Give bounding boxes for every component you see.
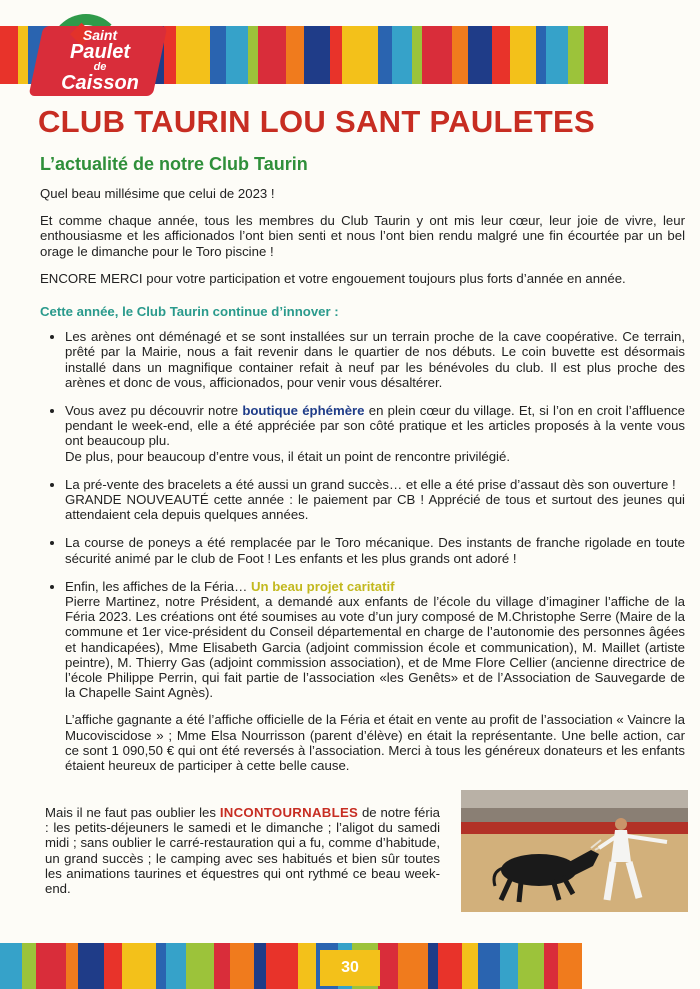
list-item-text: Les arènes ont déménagé et se sont installées sur un terrain proche de la cave coopérative. Ce terrain, prêté par la Mairie, nous a fait revenir dans le quartier de nos débuts. Le coin buvette est désormais installé dans un magnifique container refait à neuf par les bénévoles du club. Il est plus proche des arènes et donc de vous, afficionados, pour venir vous désaltérer.: [65, 329, 685, 390]
color-stripe: [258, 26, 286, 84]
article-body: [40, 186, 685, 786]
color-stripe: [510, 26, 536, 84]
logo-line-2: Paulet: [69, 41, 131, 63]
page-subtitle: L’actualité de notre Club Taurin: [40, 154, 308, 174]
intro-paragraph-1: Quel beau millésime que celui de 2023 !: [40, 186, 275, 201]
color-stripe: [568, 26, 584, 84]
color-stripe: [428, 943, 438, 989]
color-stripe: [398, 943, 428, 989]
list-item-text: L’affiche gagnante a été l’affiche officielle de la Féria et était en vente au profit de l’association « Vaincre la Mucoviscidose » ; Mme Elsa Nourrisson (parent d’élève) en était la représentante. Une belle action, car ce sont 1 090,50 € qui ont été reversés à l’association. Merci à tous les généreux donateurs et les enfants étaient heureux de participer à cette belle cause.: [65, 712, 685, 774]
color-stripe: [298, 943, 316, 989]
color-stripe: [156, 943, 166, 989]
color-stripe: [0, 943, 22, 989]
color-stripe: [286, 26, 304, 84]
color-stripe: [452, 26, 468, 84]
color-stripe: [412, 26, 422, 84]
page-number: 30: [341, 959, 359, 976]
list-item-text: Enfin, les affiches de la Féria…: [65, 578, 251, 594]
color-stripe: [226, 26, 248, 84]
list-item-bracelets: [65, 477, 685, 523]
color-stripe: [468, 26, 492, 84]
color-stripe: [254, 943, 266, 989]
section-heading: Cette année, le Club Taurin continue d’innover :: [40, 304, 339, 320]
color-stripe: [78, 943, 104, 989]
color-stripe: [166, 943, 186, 989]
list-item-text: GRANDE NOUVEAUTÉ cette année : le paiement par CB ! Apprécié de tous et surtout des jeunes qui attendaient cela depuis quelques années.: [65, 492, 685, 523]
color-stripe: [462, 943, 478, 989]
list-item-affiches: [65, 579, 685, 773]
diamond-icon: ◆: [70, 16, 94, 49]
bull-photo: [461, 790, 688, 912]
color-stripe: [214, 943, 230, 989]
list-item-text: La course de poneys a été remplacée par le Toro mécanique. Des instants de franche rigolade en toute sécurité animé par le club de Foot ! Les enfants et les plus grands ont adoré !: [65, 535, 685, 566]
color-stripe: [500, 943, 518, 989]
logo-line-1: Saint: [82, 27, 118, 43]
color-stripe: [392, 26, 412, 84]
list-item-text: en plein cœur du village. Et, si l’on en croit l’affluence pendant le week-end, elle a été appréciée par son côté pratique et les articles proposés à la vente vous ont beaucoup plu.: [65, 403, 685, 449]
color-stripe: [536, 26, 546, 84]
news-list: [40, 329, 685, 773]
logo-line-3: de: [93, 61, 107, 73]
color-stripe: [518, 943, 544, 989]
color-stripe: [210, 26, 226, 84]
color-stripe: [378, 943, 398, 989]
color-stripe: [330, 26, 342, 84]
color-stripe: [186, 943, 214, 989]
closing-text: Mais il ne faut pas oublier les: [45, 805, 220, 820]
color-stripe: [18, 26, 28, 84]
color-stripe: [0, 26, 18, 84]
color-stripe: [104, 943, 122, 989]
incontournables-highlight: INCONTOURNABLES: [219, 805, 359, 820]
color-stripe: [584, 26, 608, 84]
color-stripe: [558, 943, 582, 989]
list-item-text: La pré-vente des bracelets a été aussi un grand succès… et elle a été prise d’assaut dès son ouverture !: [65, 476, 676, 492]
color-stripe: [266, 943, 298, 989]
list-item-boutique: [65, 403, 685, 464]
intro-paragraph-2: Et comme chaque année, tous les membres du Club Taurin y ont mis leur cœur, leur joie de vivre, leur enthousiasme et les afficionados l’ont bien senti et nous l’ont bien rendu malgré une fin écourtée par un bel orage le dimanche pour le Toro piscine !: [40, 213, 685, 259]
color-stripe: [342, 26, 378, 84]
logo-line-4: Caisson: [61, 72, 139, 94]
color-stripe: [544, 943, 558, 989]
color-stripe: [438, 943, 462, 989]
color-stripe: [230, 943, 254, 989]
color-stripe: [478, 943, 500, 989]
color-stripe: [36, 943, 66, 989]
closing-text: de notre féria : les petits-déjeuners le samedi et le dimanche ; l’aligot du samedi midi ; sans oublier le carré-restauration qui a fu, comme d’habitude, un grand succès ; le camping avec ses habitués et bien sûr toutes les animations taurines et équestres qui ont rythmé ce beau week-end.: [45, 805, 440, 897]
color-stripe: [492, 26, 510, 84]
color-stripe: [304, 26, 330, 84]
logo-text: [40, 28, 160, 93]
list-item-poneys: [65, 535, 685, 565]
color-stripe: [122, 943, 156, 989]
page-title: CLUB TAURIN LOU SANT PAULETES: [38, 104, 595, 139]
boutique-highlight: boutique éphémère: [242, 403, 365, 419]
list-item-text: Pierre Martinez, notre Président, a demandé aux enfants de l’école du village d’imaginer l’affiche de la Féria 2023. Les créations ont été soumises au vote d’un jury composé de M.Christophe Serre (Maire de la commune et 1er vice-président du Conseil départemental en charge de l’autonomie des personnes âgées et handicapées), Mme Elisabeth Garcia (adjoint commission école et communication), M. Maillet (artiste peintre), M. Thierry Gas (adjoint commission association), et de Mme Flore Cellier (ancienne directrice de l’école Philippe Perrin, qui fait partie de l’association «les Genêts» et de l’Association de Sauvegarde de la Chapelle Saint Agnès).: [65, 594, 685, 701]
caritatif-highlight: Un beau projet caritatif: [250, 578, 395, 594]
color-stripe: [422, 26, 452, 84]
saint-paulet-logo: [30, 8, 170, 100]
bull-photo-illustration: [461, 790, 688, 912]
color-stripe: [176, 26, 210, 84]
intro-paragraph-3: ENCORE MERCI pour votre participation et votre engouement toujours plus forts d’année en année.: [40, 270, 626, 286]
color-stripe: [22, 943, 36, 989]
color-stripe: [248, 26, 258, 84]
color-stripe: [546, 26, 568, 84]
color-stripe: [66, 943, 78, 989]
list-item-arenes: [65, 329, 685, 390]
list-item-text: De plus, pour beaucoup d’entre vous, il était un point de rencontre privilégié.: [65, 448, 510, 464]
color-stripe: [378, 26, 392, 84]
closing-paragraph: [45, 805, 440, 896]
list-item-text: Vous avez pu découvrir notre: [65, 403, 243, 419]
